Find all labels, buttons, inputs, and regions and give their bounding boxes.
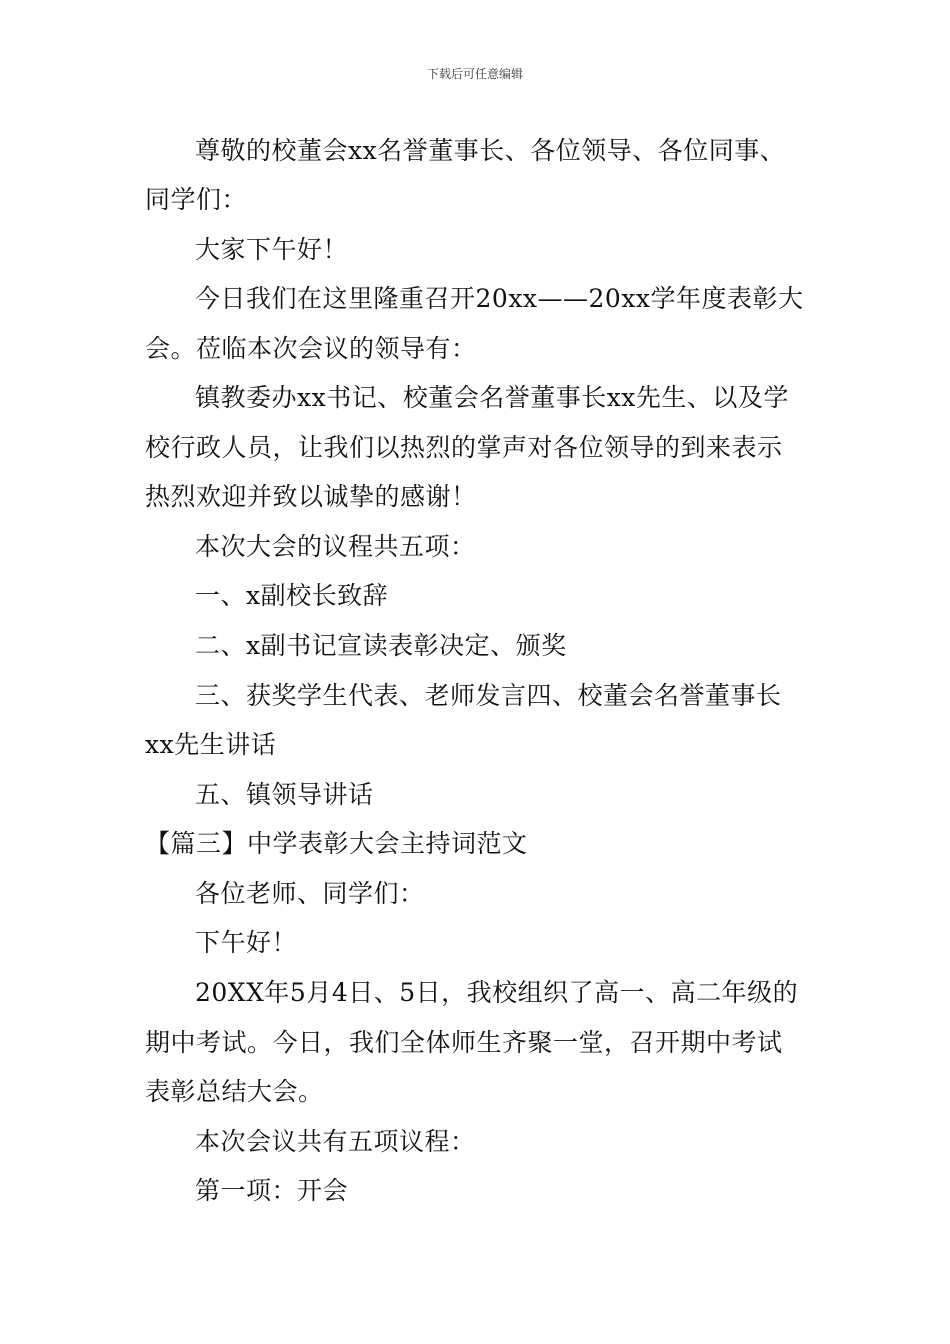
paragraph-line: 热烈欢迎并致以诚挚的感谢！	[145, 482, 477, 511]
paragraph-line: 今日我们在这里隆重召开20xx——20xx学年度表彰大	[195, 284, 804, 313]
paragraph-line: 镇教委办xx书记、校董会名誉董事长xx先生、以及学	[195, 383, 789, 412]
agenda-item: 一、x副校长致辞	[195, 581, 389, 610]
paragraph-line: 本次会议共有五项议程：	[195, 1127, 476, 1156]
paragraph-line: 会。莅临本次会议的领导有：	[145, 334, 477, 363]
agenda-item: 五、镇领导讲话	[195, 780, 374, 809]
paragraph-line: 校行政人员，让我们以热烈的掌声对各位领导的到来表示	[145, 433, 783, 462]
paragraph-line: 下午好！	[195, 928, 298, 957]
section-heading: 【篇三】中学表彰大会主持词范文	[145, 829, 528, 858]
paragraph-line: 本次大会的议程共五项：	[195, 532, 476, 561]
paragraph-line: 20XX年5月4日、5日，我校组织了高一、高二年级的	[195, 978, 799, 1007]
agenda-item: 三、获奖学生代表、老师发言四、校董会名誉董事长	[195, 681, 782, 710]
paragraph-line: 各位老师、同学们：	[195, 879, 425, 908]
paragraph-line: 同学们：	[145, 185, 248, 214]
agenda-item: 第一项：开会	[195, 1176, 349, 1205]
agenda-item: 二、x副书记宣读表彰决定、颁奖	[195, 631, 567, 660]
page-header-note: 下载后可任意编辑	[426, 67, 523, 81]
paragraph-line: 表彰总结大会。	[145, 1077, 324, 1106]
paragraph-line: 大家下午好！	[195, 235, 349, 264]
paragraph-line: 期中考试。今日，我们全体师生齐聚一堂，召开期中考试	[145, 1028, 783, 1057]
paragraph-line: 尊敬的校董会xx名誉董事长、各位领导、各位同事、	[195, 136, 786, 165]
agenda-item: xx先生讲话	[145, 730, 277, 759]
